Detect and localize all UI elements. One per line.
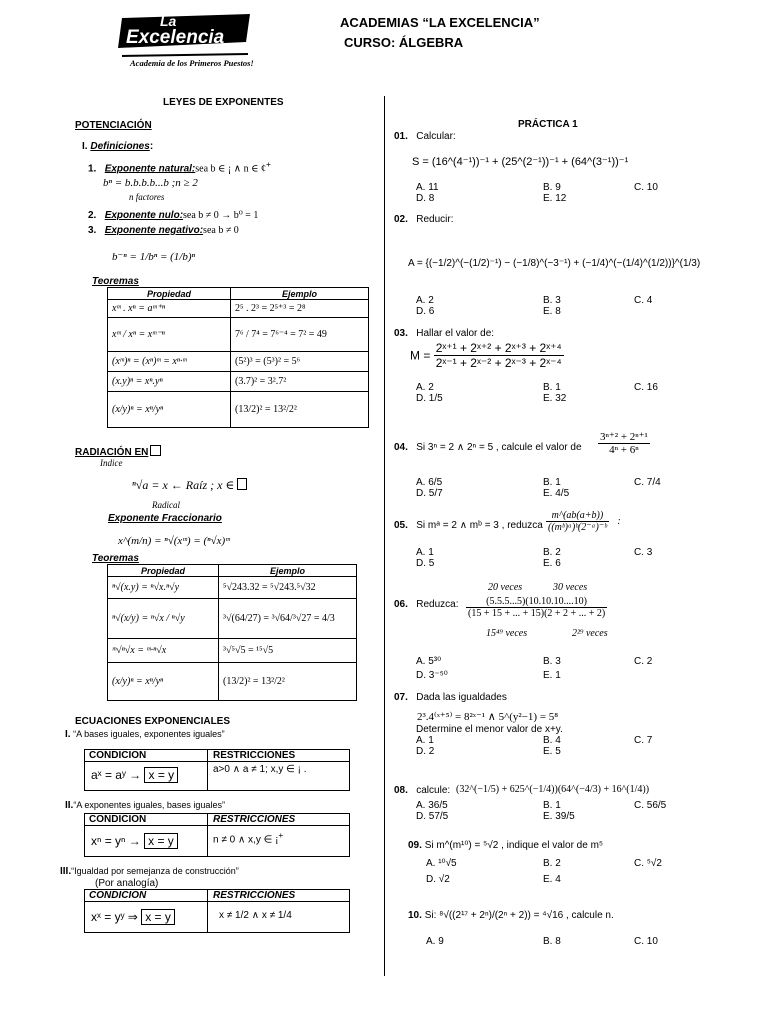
eq2-restr: n ≠ 0 ∧ x,y ∈ ¡+ <box>213 830 284 846</box>
eq1-cond-label: CONDICION <box>89 750 147 761</box>
table-cell: (x.y)ⁿ = xⁿ.yⁿ <box>108 372 231 392</box>
problem-04-formula: $\frac{\text{3ⁿ⁺² + 2ⁿ⁺¹}}{\text{4ⁿ + 6ⁿ}}$ <box>600 431 648 456</box>
problem-08: 08. calcule: <box>394 785 451 796</box>
radical-label: Radical <box>152 500 180 510</box>
problem-05-formula: $\frac{m\^{}(ab(a+b))}{\text{((mᵇ)ᵃ)ᵇ(2⁻ᵃ)⁻ᵇ}}$ : <box>548 510 621 533</box>
eq3-restr-label: RESTRICCIONES <box>213 890 296 901</box>
table-cell: ³√(64/27) = ³√64/³√27 = 4/3 <box>219 599 357 639</box>
col-header-property: Propiedad <box>108 565 219 577</box>
option-c: C. 56/5 <box>634 800 667 811</box>
option-a: A. 1 <box>416 547 434 558</box>
option-c: C. ⁵√2 <box>634 858 662 869</box>
option-c: C. 10 <box>634 936 658 947</box>
option-d: D. 8 <box>416 193 435 204</box>
table-cell: ⁵√243.32 = ⁵√243.⁵√32 <box>219 577 357 599</box>
problem-06-formula: $\frac{(5.5.5...5)(10.10.10....10)}{(15 + 15 + ... + 15)(2 + 2 + ... + 2)}$ <box>468 596 606 619</box>
option-e: E. 12 <box>543 193 567 204</box>
option-e: E. 32 <box>543 393 567 404</box>
option-e: E. 4 <box>543 874 561 885</box>
eq3-cond-label: CONDICION <box>89 890 147 901</box>
table-cell: (x/y)ⁿ = xⁿ/yⁿ <box>108 392 231 428</box>
option-d: D. 2 <box>416 746 435 757</box>
option-a: A. 2 <box>416 382 434 393</box>
eq2-cond-label: CONDICION <box>89 814 147 825</box>
eq2-rule: II.“A exponentes iguales, bases iguales” <box>65 800 225 811</box>
option-b: B. 2 <box>543 547 561 558</box>
section-title: LEYES DE EXPONENTES <box>163 97 284 108</box>
option-b: B. 8 <box>543 936 561 947</box>
problem-08-formula: (32^(−1/5) + 625^(−1/4))(64^(−4/3) + 16^(1/4)) <box>456 784 650 795</box>
def1-formula: bⁿ = b.b.b.b...b ;n ≥ 2 <box>103 177 198 189</box>
option-d: D. 5/7 <box>416 488 443 499</box>
option-c: C. 10 <box>634 182 658 193</box>
header-line1: ACADEMIAS “LA EXCELENCIA” <box>340 15 540 30</box>
logo-main: Excelencia <box>126 27 225 48</box>
option-b: B. 1 <box>543 382 561 393</box>
problem-04: 04. Si 3ⁿ = 2 ∧ 2ⁿ = 5 , calcule el valor de <box>394 442 582 453</box>
def1-sub: n factores <box>129 192 165 202</box>
option-c: C. 4 <box>634 295 653 306</box>
table-cell: ᵐ√ⁿ√x = ᵐ·ⁿ√x <box>108 639 219 663</box>
problem-06-top1: 20 veces <box>488 582 523 593</box>
radical-theorems-table <box>107 564 357 701</box>
option-b: B. 9 <box>543 182 561 193</box>
option-a: A. 9 <box>426 936 444 947</box>
option-c: C. 7 <box>634 735 653 746</box>
problem-06-bot1: 15⁴⁹ veces <box>486 628 528 639</box>
problem-06: 06. Reduzca: <box>394 599 459 610</box>
problem-01: 01. Calcular: <box>394 131 456 142</box>
radiacion-heading: RADIACIÓN EN <box>75 445 161 458</box>
option-e: E. 8 <box>543 306 561 317</box>
problem-07-formula: 2³.4⁽ˣ⁺⁵⁾ = 8²ˣ⁻¹ ∧ 5^(y²−1) = 5⁸ <box>417 711 559 723</box>
problem-10: 10. Si: ⁸√((2¹⁷ + 2ⁿ)/(2ⁿ + 2)) = ⁴√16 , calcule n. <box>408 910 614 921</box>
eq1-restr-label: RESTRICCIONES <box>213 750 296 761</box>
option-b: B. 2 <box>543 858 561 869</box>
option-a: A. ¹⁰√5 <box>426 858 457 869</box>
eq3-rule: III.“Igualdad por semejanza de construcción” <box>60 866 239 877</box>
col-header-example: Ejemplo <box>219 565 357 577</box>
table-cell: xᵐ / xⁿ = xᵐ⁻ⁿ <box>108 318 231 352</box>
problem-09: 09. Si m^(m¹⁰) = ⁵√2 , indique el valor de m⁵ <box>408 840 604 851</box>
eq3-box <box>84 889 350 933</box>
option-b: B. 1 <box>543 477 561 488</box>
eq2-formula: xⁿ = yⁿ → x = y <box>91 834 178 848</box>
eq1-formula: aˣ = aʸ → x = y <box>91 768 178 782</box>
option-d: D. √2 <box>426 874 450 885</box>
eq2-restr-label: RESTRICCIONES <box>213 814 296 825</box>
option-d: D. 6 <box>416 306 435 317</box>
option-d: D. 57/5 <box>416 811 449 822</box>
problem-06-bot2: 2²⁹ veces <box>572 628 608 639</box>
option-b: B. 3 <box>543 656 561 667</box>
problem-07: 07. Dada las igualdades <box>394 692 507 703</box>
problem-05: 05. Si mᵃ = 2 ∧ mᵇ = 3 , reduzca <box>394 520 543 531</box>
eq3-sub: (Por analogía) <box>95 878 159 889</box>
eq1-rule: I. “A bases iguales, exponentes iguales” <box>65 729 225 740</box>
table-cell: ³√⁵√5 = ¹⁵√5 <box>219 639 357 663</box>
option-a: A. 5³⁰ <box>416 656 442 667</box>
table-cell: ⁿ√(x/y) = ⁿ√x / ⁿ√y <box>108 599 219 639</box>
problem-07-text2: Determine el menor valor de x+y. <box>416 724 563 735</box>
definitions-heading: I. Definiciones: <box>82 141 154 152</box>
option-e: E. 1 <box>543 670 561 681</box>
radical-formula: ⁿ√a = x ← Raíz ; x ∈ <box>132 478 247 493</box>
problem-03: 03. Hallar el valor de: <box>394 328 495 339</box>
table-cell: (3.7)² = 3².7² <box>231 372 369 392</box>
logo-tagline: Academia de los Primeros Puestos! <box>130 58 254 68</box>
def3-formula: b⁻ⁿ = 1/bⁿ = (1/b)ⁿ <box>112 251 195 263</box>
frac-exponent-title: Exponente Fraccionario <box>108 513 222 524</box>
academy-logo <box>100 12 260 70</box>
header-line2: CURSO: ÁLGEBRA <box>344 35 464 50</box>
option-a: A. 36/5 <box>416 800 448 811</box>
column-divider <box>384 96 385 976</box>
table-cell: xᵐ . xⁿ = aᵐ⁺ⁿ <box>108 300 231 318</box>
option-e: E. 4/5 <box>543 488 570 499</box>
option-a: A. 6/5 <box>416 477 443 488</box>
option-e: E. 6 <box>543 558 561 569</box>
option-c: C. 3 <box>634 547 653 558</box>
def2: 2. Exponente nulo:sea b ≠ 0 → b⁰ = 1 <box>88 210 259 221</box>
eq3-restr: x ≠ 1/2 ∧ x ≠ 1/4 <box>219 910 292 921</box>
problem-02-formula: A = {(−1/2)^(−(1/2)⁻¹) − (−1/8)^(−3⁻¹) + (−1/4)^(−(1/4)^(1/2))}^(1/3) <box>408 258 701 269</box>
option-a: A. 11 <box>416 182 439 193</box>
def3: 3. Exponente negativo:sea b ≠ 0 <box>88 225 239 236</box>
option-b: B. 3 <box>543 295 561 306</box>
option-d: D. 5 <box>416 558 435 569</box>
option-a: A. 1 <box>416 735 434 746</box>
option-a: A. 2 <box>416 295 434 306</box>
problem-01-formula: S = (16^(4⁻¹))⁻¹ + (25^(2⁻¹))⁻¹ + (64^(3⁻¹))⁻¹ <box>412 156 629 168</box>
indice-label: Indice <box>100 458 123 468</box>
set-symbol-icon <box>150 445 161 456</box>
problem-03-formula: M = $\frac{\text{2ˣ⁺¹ + 2ˣ⁺² + 2ˣ⁺³ + 2ˣ⁺⁴}}{\text{2ˣ⁻¹ + 2ˣ⁻² + 2ˣ⁻³ + 2ˣ⁻⁴}}$ <box>410 341 562 370</box>
option-e: E. 39/5 <box>543 811 575 822</box>
option-d: D. 3⁻⁵⁰ <box>416 670 448 681</box>
eq1-box <box>84 749 350 791</box>
col-header-property: Propiedad <box>108 288 231 300</box>
option-c: C. 7/4 <box>634 477 661 488</box>
option-d: D. 1/5 <box>416 393 443 404</box>
option-b: B. 4 <box>543 735 561 746</box>
table-cell: (x/y)ⁿ = xⁿ/yⁿ <box>108 663 219 701</box>
logo-la: La <box>160 13 177 29</box>
theorems-table <box>107 287 369 428</box>
frac-exponent-formula: x^(m/n) = ⁿ√(xᵐ) = (ⁿ√x)ᵐ <box>118 535 230 547</box>
table-cell: (5²)³ = (5³)² = 5⁶ <box>231 352 369 372</box>
potenciacion-heading: POTENCIACIÓN <box>75 120 152 131</box>
table-cell: (xᵐ)ⁿ = (xⁿ)ᵐ = xⁿ·ᵐ <box>108 352 231 372</box>
option-e: E. 5 <box>543 746 561 757</box>
set-symbol-icon <box>237 478 247 490</box>
eq1-restr: a>0 ∧ a ≠ 1; x,y ∈ ¡ . <box>213 764 307 775</box>
option-b: B. 1 <box>543 800 561 811</box>
table-cell: ⁿ√(x.y) = ⁿ√x.ⁿ√y <box>108 577 219 599</box>
problem-06-top2: 30 veces <box>553 582 588 593</box>
eq2-box <box>84 813 350 857</box>
table-cell: 7⁶ / 7⁴ = 7⁶⁻⁴ = 7² = 49 <box>231 318 369 352</box>
def1: 1. Exponente natural:sea b ∈ ¡ ∧ n ∈ ¢+ <box>88 159 271 175</box>
ecuaciones-heading: ECUACIONES EXPONENCIALES <box>75 716 231 727</box>
problem-02: 02. Reducir: <box>394 214 454 225</box>
table-cell: 2⁵ . 2³ = 2⁵⁺³ = 2⁸ <box>231 300 369 318</box>
teoremas2-label: Teoremas <box>92 553 139 564</box>
option-c: C. 16 <box>634 382 658 393</box>
table-cell: (13/2)² = 13²/2² <box>219 663 357 701</box>
col-header-example: Ejemplo <box>231 288 369 300</box>
option-c: C. 2 <box>634 656 653 667</box>
eq3-formula: xˣ = yʸ ⇒ x = y <box>91 910 175 924</box>
practice-title: PRÁCTICA 1 <box>518 119 578 130</box>
teoremas-label: Teoremas <box>92 276 139 287</box>
table-cell: (13/2)² = 13²/2² <box>231 392 369 428</box>
